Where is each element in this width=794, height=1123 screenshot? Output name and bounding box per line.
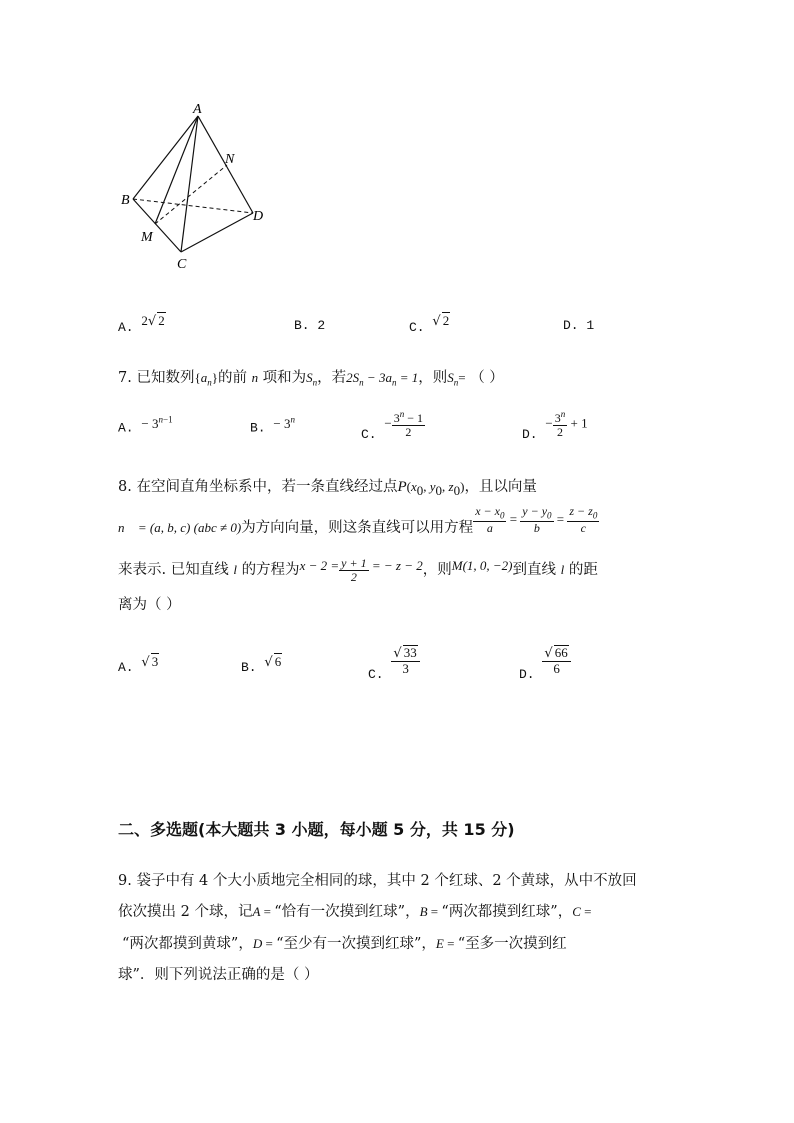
edge-AB [133, 116, 198, 199]
q6-option-a [118, 313, 166, 335]
label-A: A [193, 102, 202, 117]
q9-line-2: 依次摸出 2 个球，记A = “恰有一次摸到红球”，B = “两次都摸到红球”，C = [118, 904, 592, 920]
q8-stem-line-2: n⃗ = (a, b, c) (abc ≠ 0)为方向向量，则这条直线可以用方程 $\frac{x - x_0}{a}$ = $\frac{y - y_0}{b}$ = $\frac{z - z_0}{c}$ [118, 504, 598, 536]
edge-BD-hidden [133, 199, 253, 213]
q8-stem-line-1: 8. 在空间直角坐标系中，若一条直线经过点$P(x_0$, $y_0$, $z_0$)，且以向量 [118, 479, 537, 498]
q7-option-c: C. − $\frac{3^n - 1}{2}$ [361, 409, 424, 442]
q8-option-a: A. √ 3 [118, 654, 159, 675]
label-D: D [253, 209, 264, 224]
option-value: 2√ 2 [141, 313, 165, 329]
q9-line-3: “两次都摸到黄球”，D = “至少有一次摸到红球”，E = “至多一次摸到红 [122, 936, 567, 952]
tetrahedron-figure [110, 100, 280, 275]
section-heading: 二、多选题(本大题共 3 小题，每小题 5 分，共 15 分) [118, 820, 515, 839]
given-equation: $2S_n - 3a_n = 1$ [346, 370, 419, 388]
label-N: N [225, 152, 235, 167]
option-label: A. [118, 320, 134, 335]
q7-option-a: A. − $3^{n-1}$ [118, 415, 173, 436]
option-label: D. [563, 318, 579, 333]
q6-option-b [294, 318, 325, 333]
q7-option-d: D. − $\frac{3^n}{2}$ + 1 [522, 409, 588, 442]
option-label: B. [294, 318, 310, 333]
option-value: 2 [317, 318, 326, 333]
label-B: B [121, 193, 130, 208]
q7-stem: 7. 已知数列$\{a_n\}$的前 n 项和为$S_n$，若$2S_n - 3a_n = 1$，则$S_n=$ （ ） [118, 370, 504, 388]
q8-option-c: C. $\frac{√ 33}{3}$ [368, 645, 420, 675]
q6-option-c [409, 313, 450, 335]
q8-stem-line-3: 来表示. 已知直线 l 的方程为x − 2 = $\frac{y + 1}{2}$ = − z − 2，则M(1, 0, −2)到直线 l 的距 [118, 556, 598, 584]
q8-stem-line-4: 离为（ ） [118, 597, 181, 613]
edge-CD [181, 213, 253, 252]
q6-option-d [563, 318, 594, 333]
q8-option-d: D. $\frac{√ 66}{6}$ [519, 645, 571, 675]
option-value: 1 [586, 318, 595, 333]
label-M: M [141, 230, 153, 245]
option-value: √ 2 [432, 313, 450, 329]
label-C: C [177, 257, 187, 272]
q8-option-b: B. √ 6 [241, 654, 282, 675]
q9-line-1: 9. 袋子中有 4 个大小质地完全相同的球，其中 2 个红球、2 个黄球，从中不放回 [118, 873, 637, 889]
q9-line-4: 球”．则下列说法正确的是（ ） [118, 967, 319, 983]
sequence-notation: $\{a_n\}$ [194, 370, 218, 388]
q7-option-b: B. − $3^n$ [250, 415, 296, 436]
option-label: C. [409, 320, 425, 335]
